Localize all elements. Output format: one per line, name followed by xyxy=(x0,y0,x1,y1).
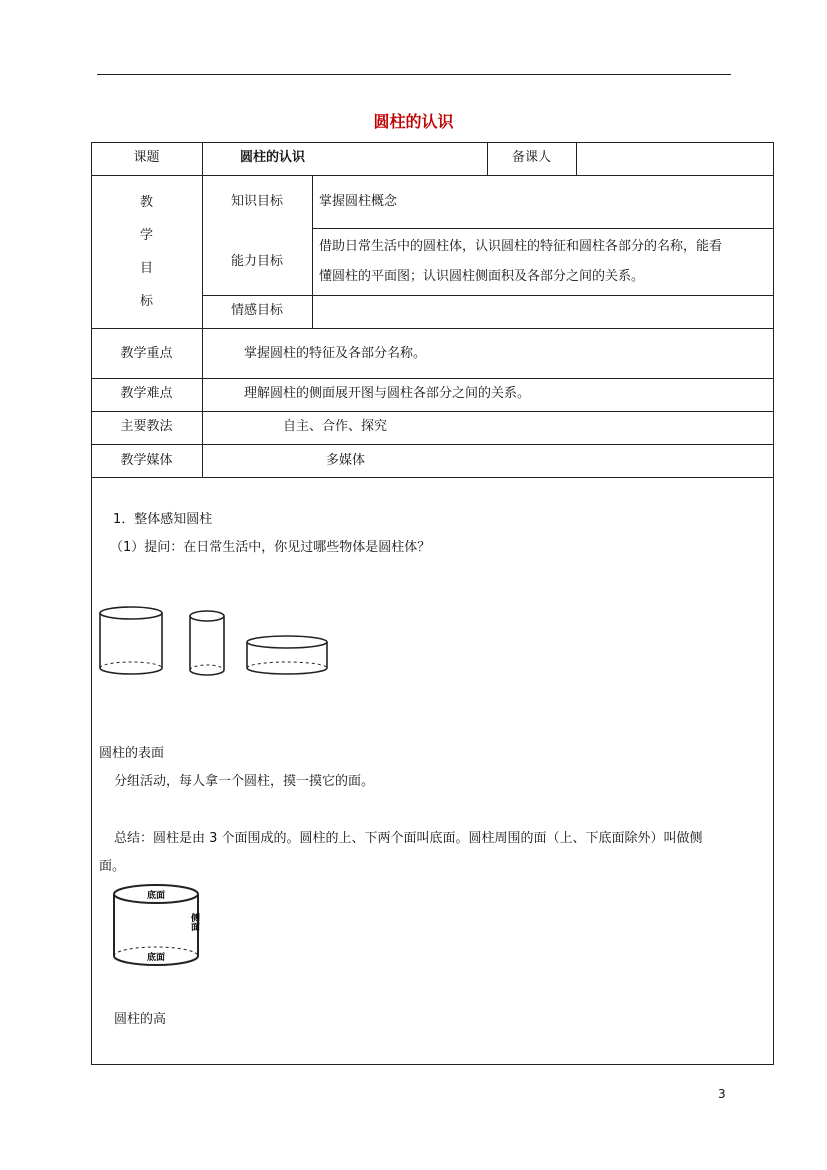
header-rule xyxy=(97,74,731,75)
key-value: 掌握圆柱的特征及各部分名称。 xyxy=(244,346,427,361)
ability-label: 能力目标 xyxy=(230,254,283,269)
flat-cylinder-icon xyxy=(247,636,327,674)
table-rule xyxy=(91,378,774,379)
table-rule xyxy=(91,411,774,412)
method-label: 主要教法 xyxy=(120,419,173,434)
topic-label: 课题 xyxy=(133,150,160,165)
ability-value-line: 懂圆柱的平面图；认识圆柱侧面积及各部分之间的关系。 xyxy=(319,269,645,284)
media-value: 多媒体 xyxy=(326,453,366,468)
tall-cylinder-icon xyxy=(100,607,162,674)
table-rule xyxy=(91,477,774,478)
question-text: （1）提问：在日常生活中，你见过哪些物体是圆柱体？ xyxy=(110,540,431,555)
bottom-base-label: 底面 xyxy=(146,953,166,963)
step-heading: 1．整体感知圆柱 xyxy=(113,512,213,527)
document-title: 圆柱的认识 xyxy=(373,112,454,131)
objectives-label-char: 标 xyxy=(139,294,153,309)
objectives-label-char: 目 xyxy=(139,261,153,276)
table-rule xyxy=(91,175,774,176)
objectives-label-char: 学 xyxy=(139,228,153,243)
top-base-label: 底面 xyxy=(146,891,166,901)
ability-value-line: 借助日常生活中的圆柱体，认识圆柱的特征和圆柱各部分的名称，能看 xyxy=(319,239,723,254)
media-label: 教学媒体 xyxy=(120,453,173,468)
knowledge-value: 掌握圆柱概念 xyxy=(319,194,398,209)
side-surface-label: 侧面 xyxy=(189,913,199,931)
surface-heading: 圆柱的表面 xyxy=(99,746,165,761)
table-rule xyxy=(312,228,774,229)
height-heading: 圆柱的高 xyxy=(114,1012,167,1027)
summary-line: 总结：圆柱是由 3 个面围成的。圆柱的上、下两个面叫底面。圆柱周围的面（上、下底面除外）叫做侧 xyxy=(114,831,703,846)
cylinder-examples-figure xyxy=(96,604,336,684)
summary-line: 面。 xyxy=(99,859,126,874)
method-value: 自主、合作、探究 xyxy=(283,419,388,434)
emotion-label: 情感目标 xyxy=(230,303,283,318)
table-rule xyxy=(202,295,774,296)
table-rule xyxy=(312,175,313,328)
preparer-label: 备课人 xyxy=(511,150,551,165)
table-rule xyxy=(91,444,774,445)
table-rule xyxy=(91,328,774,329)
topic-value: 圆柱的认识 xyxy=(240,150,306,165)
knowledge-label: 知识目标 xyxy=(230,194,283,209)
difficulty-value: 理解圆柱的侧面展开图与圆柱各部分之间的关系。 xyxy=(244,386,531,401)
activity-text: 分组活动，每人拿一个圆柱，摸一摸它的面。 xyxy=(114,774,375,789)
page-number: 3 xyxy=(718,1087,726,1101)
difficulty-label: 教学难点 xyxy=(120,386,173,401)
table-rule xyxy=(576,142,577,175)
objectives-label-char: 教 xyxy=(139,195,153,210)
narrow-cylinder-icon xyxy=(190,611,224,675)
key-label: 教学重点 xyxy=(120,346,173,361)
cylinder-parts-diagram xyxy=(108,880,212,966)
